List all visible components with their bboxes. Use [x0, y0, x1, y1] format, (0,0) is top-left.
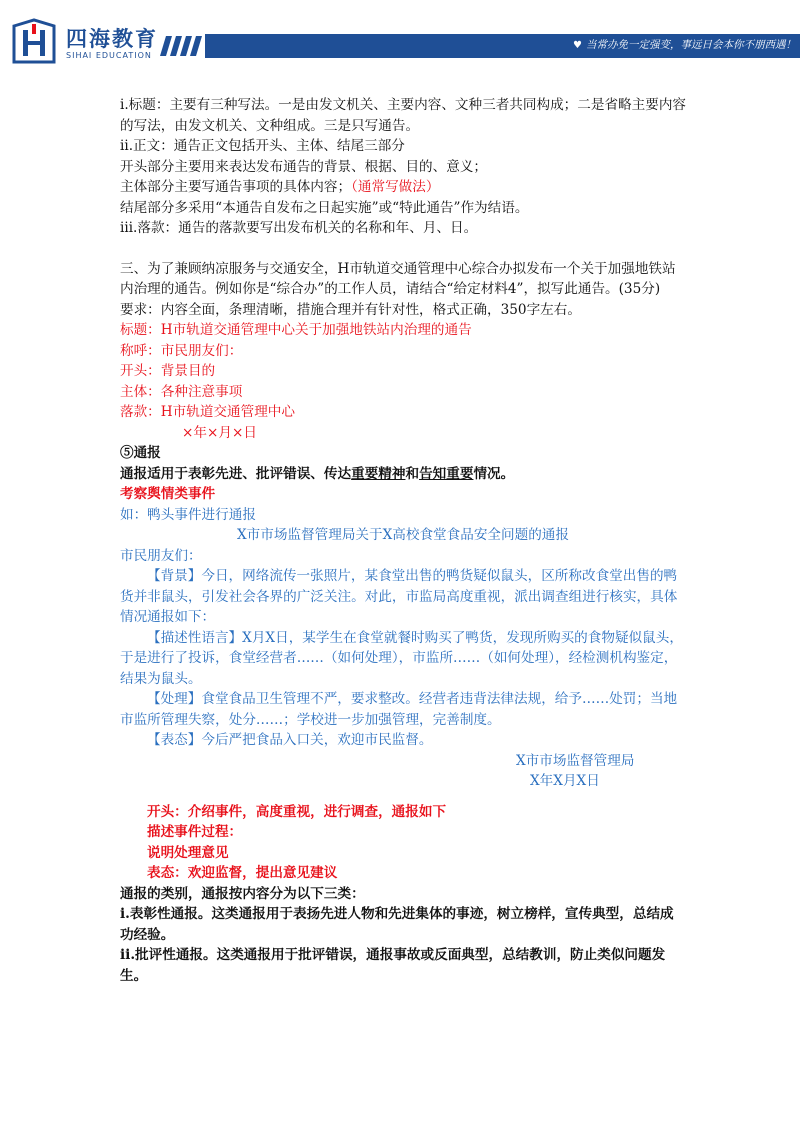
example-salutation: 市民朋友们： [120, 547, 202, 564]
answer-line: 主体：各种注意事项 [120, 383, 243, 400]
highlight-note: （通常写做法） [351, 179, 440, 195]
example-signature: X市市场监督管理局 [516, 752, 635, 769]
example-title: X市市场监督管理局关于X高校食堂食品安全问题的通报 [236, 527, 569, 543]
example-intro: 如：鸭头事件进行通报 [120, 506, 256, 523]
text-line [120, 177, 686, 198]
question-3: 三、为了兼顾纳凉服务与交通安全，H市轨道交通管理中心综合办拟发布一个关于加强地铁站内治理的通告。例如你是“综合办”的工作人员，请结合“给定材料4”，拟写此通告。(35分) [120, 260, 676, 297]
spacer [120, 792, 686, 802]
category-item: ⅱ.批评性通报。这类通报用于批评错误，通报事故或反面典型，总结教训，防止类似问题发生。 [120, 947, 666, 984]
example-paragraph: 【描述性语言】X月X日，某学生在食堂就餐时购买了鸭货，发现所购买的食物疑似鼠头，于是进行了投诉，食堂经营者……（如何处理），市监所……（如何处理），经检测机构鉴定，结果为鼠头。 [120, 629, 683, 687]
sihai-logo-icon [12, 18, 56, 64]
text-line: ⅰ.标题：主要有三种写法。一是由发文机关、主要内容、文种三者共同构成；二是省略主要内容的写法，由发文机关、文种组成。三是只写通告。 [120, 97, 687, 134]
underlined-text: 告知重要 [419, 465, 474, 482]
text-line: ⅲ.落款：通告的落款要写出发布机关的名称和年、月、日。 [120, 220, 478, 236]
header-bar [205, 34, 800, 58]
section-heading: ⑤通报 [120, 445, 161, 461]
requirements: 要求：内容全面，条理清晰，措施合理并有针对性，格式正确，350字左右。 [120, 301, 581, 318]
text-line: 开头部分主要用来表达发布通告的背景、根据、目的、意义； [120, 158, 488, 175]
answer-line: 开头：背景目的 [120, 363, 216, 379]
spacer [120, 239, 686, 259]
section-definition [120, 464, 686, 485]
brand-name: 四海教育 [66, 27, 158, 51]
text-run: 和 [405, 465, 420, 482]
brand-name-en: SIHAI EDUCATION [66, 51, 152, 60]
answer-line: 称呼：市民朋友们： [120, 342, 243, 359]
heart-icon: ♥ [573, 40, 582, 51]
underlined-text: 重要精神 [351, 465, 406, 482]
text-run: 通报适用于表彰先进、批评错误、传达 [120, 465, 352, 482]
exam-focus: 考察舆情类事件 [120, 486, 216, 502]
answer-line: 标题：H市轨道交通管理中心关于加强地铁站内治理的通告 [120, 322, 472, 338]
text-line: ⅱ.正文：通告正文包括开头、主体、结尾三部分 [120, 138, 405, 154]
text-run: 情况。 [473, 465, 515, 482]
slogan-text: 当常办免一定强变，事远日会本你不朋西遇！ [585, 39, 796, 51]
slogan [573, 37, 796, 52]
example-paragraph: 【表态】今后严把食品入口关，欢迎市民监督。 [147, 732, 433, 748]
category-item: ⅰ.表彰性通报。这类通报用于表扬先进人物和先进集体的事迹，树立榜样，宣传典型，总结成功经验。 [120, 906, 674, 943]
example-paragraph: 【处理】食堂食品卫生管理不严，要求整改。经营者违背法律法规，给予……处罚；当地市监所管理失察，处分……；学校进一步加强管理，完善制度。 [120, 691, 678, 728]
example-paragraph: 【背景】今日，网络流传一张照片，某食堂出售的鸭货疑似鼠头，区所称改食堂出售的鸭货并非鼠头，引发社会各界的广泛关注。对此，市监局高度重视，派出调查组进行核实，具体情况通报如下： [120, 568, 678, 625]
stripe-decoration [160, 36, 204, 56]
text-line: 结尾部分多采用“本通告自发布之日起实施”或“特此通告”作为结语。 [120, 199, 529, 216]
category-heading: 通报的类别，通报按内容分为以下三类： [120, 885, 365, 902]
page-header [0, 0, 800, 70]
key-point: 描述事件过程： [147, 824, 243, 840]
key-point: 开头：介绍事件，高度重视，进行调查，通报如下 [147, 803, 447, 820]
answer-line: 落款：H市轨道交通管理中心 [120, 404, 295, 420]
text-run: 主体部分主要写通告事项的具体内容； [120, 179, 352, 195]
key-point: 说明处理意见 [147, 844, 229, 861]
answer-date: ×年×月×日 [182, 424, 257, 441]
document-body [120, 95, 686, 986]
example-date: X年X月X日 [530, 773, 600, 789]
key-point: 表态：欢迎监督，提出意见建议 [147, 865, 338, 881]
